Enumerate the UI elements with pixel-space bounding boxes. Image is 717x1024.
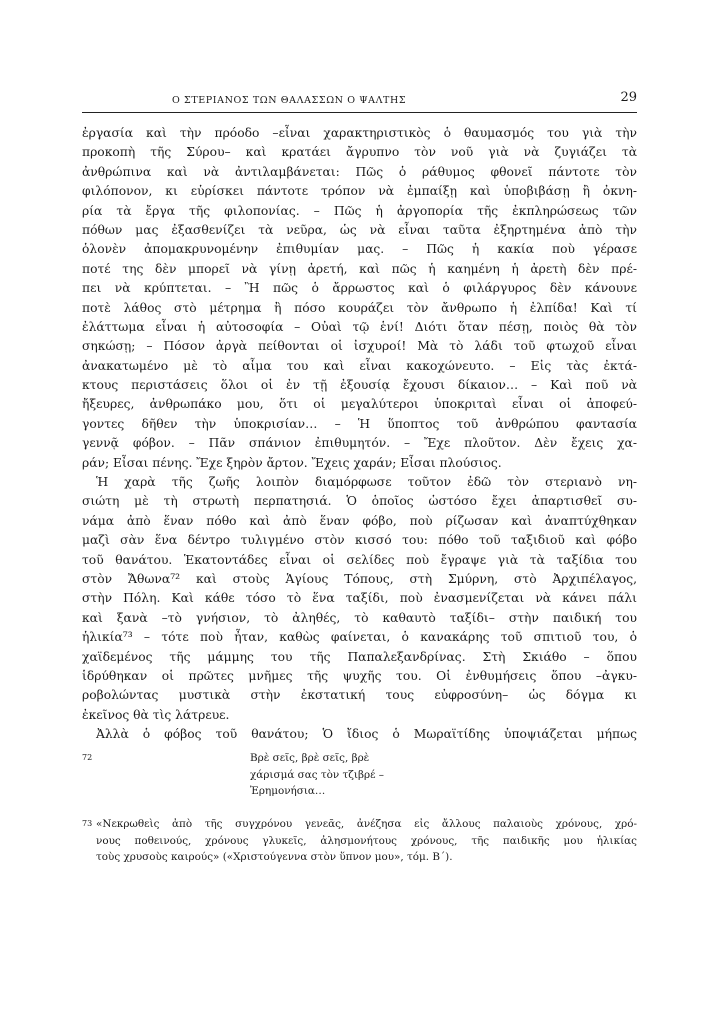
page-number: 29 [620, 90, 637, 105]
body-line: στὴν Πόλη. Καὶ κάθε τόσο τὸ ἕνα ταξίδι, ποὺ ἐνασμενίζεται νὰ κάνει πάλι [82, 591, 637, 606]
poem-line: Βρὲ σεῖς, βρὲ σεῖς, βρὲ [250, 752, 370, 764]
poem-line: Ἐρημονήσια… [250, 785, 326, 797]
footnote-marker: 73 [82, 819, 93, 828]
body-line: νάμα ἀπὸ ἕναν πόθο καὶ ἀπὸ ἕναν φόβο, ποὺ ρίζωσαν καὶ ἀναπτύχθηκαν [82, 513, 637, 528]
body-line: σηκώσῃ; – Πόσον ἀργὰ πείθονται οἱ ἰσχυροί! Μὰ τὸ λάδι τοῦ φτωχοῦ εἶναι [82, 339, 637, 354]
body-line: Ἀλλὰ ὁ φόβος τοῦ θανάτου; Ὁ ἴδιος ὁ Μωραϊτίδης ὑποψιάζεται μήπως [96, 727, 637, 742]
body-line: ποτὲ λάθος στὸ μέτρημα ἢ πόσο κουράζει τὸν ἄνθρωπο ἡ ἐλπίδα! Καὶ τί [82, 300, 637, 315]
body-line: ρία τὰ ἔργα τῆς φιλοπονίας. – Πῶς ἡ ἀργοπορία τῆς ἐκπληρώσεως τῶν [82, 203, 637, 218]
body-line: Ἡ χαρὰ τῆς ζωῆς λοιπὸν διαμόρφωσε τοῦτον ἐδῶ τὸν στεριανὸ νη- [96, 475, 637, 490]
body-line: σιώτη μὲ τὴ στρωτὴ περπατησιά. Ὁ ὁποῖος ὡστόσο ἔχει ἀπαρτισθεῖ συ- [82, 494, 637, 509]
body-line: ποτέ της δὲν μπορεῖ νὰ γίνῃ ἀρετή, καὶ πῶς ἡ καημένη ἡ ἀρετὴ δὲν πρέ- [82, 261, 637, 276]
footnote-line: νους ποθεινούς, χρόνους γλυκεῖς, ἀλησμονήτους χρόνους, τῆς παιδικῆς μου ἡλικίας [96, 834, 637, 847]
footnote-text [96, 816, 637, 866]
running-head [82, 92, 637, 113]
body-line: στὸν Ἄθωνα⁷² καὶ στοὺς Ἁγίους Τόπους, στὴ Σμύρνη, στὸ Ἀρχιπέλαγος, [82, 571, 637, 586]
body-line: ἀνακατωμένο μὲ τὸ αἷμα του καὶ εἶναι κακοχώνευτο. – Εἰς τὰς ἐκτά- [82, 358, 637, 373]
body-line: γεννᾷ φόβον. – Πᾶν σπάνιον ἐπιθυμητόν. – Ἔχε πλοῦτον. Δὲν ἔχεις χα- [82, 436, 637, 451]
body-line: ροβολώντας μυστικὰ στὴν ἐκστατική τους εὐφροσύνη– ὡς δόγμα κι [82, 688, 637, 703]
body-line: φιλόπονον, κι εὑρίσκει πάντοτε τρόπον νὰ ἐμπαίξῃ καὶ ὑποβιβάσῃ ἢ ὀκνη- [82, 184, 637, 199]
body-line: ἀνθρώπινα καὶ νὰ ἀντιλαμβάνεται: Πῶς ὁ ράθυμος φθονεῖ πάντοτε τὸν [82, 164, 637, 179]
poem-line: χάρισμά σας τὸν τζιβρέ – [250, 768, 384, 781]
body-line: ἐργασία καὶ τὴν πρόοδο –εἶναι χαρακτηριστικὸς ὁ θαυμασμός του γιὰ τὴν [82, 126, 637, 140]
footnote-73 [82, 816, 637, 866]
body-line: κτους περιστάσεις ὅλοι οἱ ἐν τῇ ἐξουσίᾳ ἔχουσι δίκαιον… – Καὶ ποῦ νὰ [82, 378, 637, 393]
body-line: τοῦ θανάτου. Ἑκατοντάδες εἶναι οἱ σελίδες ποὺ ἔγραψε γιὰ τὰ ταξίδια του [82, 552, 637, 567]
body-line: γοντες δῆθεν τὴν ὑποκρισίαν… – Ἡ ὕποπτος τοῦ ἀνθρώπου φαντασία [82, 416, 637, 431]
body-line: πόθων μας ἐξασθενίζει τὰ νεῦρα, ὡς νὰ εἶναι ταῦτα ἐξηρτημένα ἀπὸ τὴν [82, 222, 637, 237]
body-line: προκοπὴ τῆς Σύρου– καὶ κρατάει ἄγρυπνο τὸν νοῦ γιὰ νὰ ζυγιάζει τὰ [82, 145, 637, 160]
body-line: καὶ ξανὰ –τὸ γνήσιον, τὸ ἀληθές, τὸ καθαυτὸ ταξίδι– στὴν παιδική του [82, 610, 637, 625]
body-line: ἐλάττωμα εἶναι ἡ αὐτοσοφία – Οὐαὶ τῷ ἑνί! Διότι ὅταν πέσῃ, ποιὸς θὰ τὸν [82, 319, 637, 334]
footnote-line: «Νεκρωθεὶς ἀπὸ τῆς συγχρόνου γενεᾶς, ἀνέζησα εἰς ἄλλους παλαιοὺς χρόνους, χρό- [96, 818, 637, 830]
body-line: πει νὰ κρύπτεται. – Ἢ πῶς ὁ ἄρρωστος καὶ ὁ φιλάργυρος δὲν κάνουνε [82, 281, 637, 296]
body-line: ἐκεῖνος θὰ τὶς λάτρευε. [82, 707, 230, 722]
body-line: χαϊδεμένος τῆς μάμμης του τῆς Παπαλεξανδρίνας. Στὴ Σκιάθο – ὅπου [82, 649, 637, 664]
body-line: ἡλικία⁷³ – τότε ποὺ ἦταν, καθὼς φαίνεται, ὁ κανακάρης τοῦ σπιτιοῦ του, ὁ [82, 630, 637, 645]
footnote-line: τοὺς χρυσοὺς καιρούς» («Χριστούγεννα στὸν ὕπνον μου», τόμ. Β΄). [96, 851, 453, 863]
body-line: μαζὶ σὰν ἕνα δέντρο τυλιγμένο στὸν κισσό του: πόθο τοῦ ταξιδιοῦ καὶ φόβο [82, 533, 637, 548]
body-line: ἱδρύθηκαν οἱ πρῶτες μνῆμες τῆς ψυχῆς του. Οἱ ἐνθυμήσεις ὅπου –ἀγκυ- [82, 668, 637, 683]
body-line: ράν; Εἶσαι πένης. Ἔχε ξηρὸν ἄρτον. Ἔχεις χαράν; Εἶσαι πλούσιος. [82, 455, 502, 470]
body-line: ὁλονὲν ἀπομακρυνομένην ἐπιθυμίαν μας. – Πῶς ἡ κακία ποὺ γέρασε [82, 242, 637, 257]
running-title: Ο ΣΤΕΡΙΑΝΟΣ ΤΩΝ ΘΑΛΑΣΣΩΝ Ο ΨΑΛΤΗΣ [172, 95, 407, 106]
footnote-marker: 72 [82, 753, 93, 762]
footnote-poem [250, 750, 384, 800]
body-text [82, 124, 637, 745]
body-line: ἤξευρες, ἀνθρωπάκο μου, ὅτι οἱ μεγαλύτεροι ὑποκριταὶ εἶναι οἱ ἀποφεύ- [82, 397, 637, 412]
